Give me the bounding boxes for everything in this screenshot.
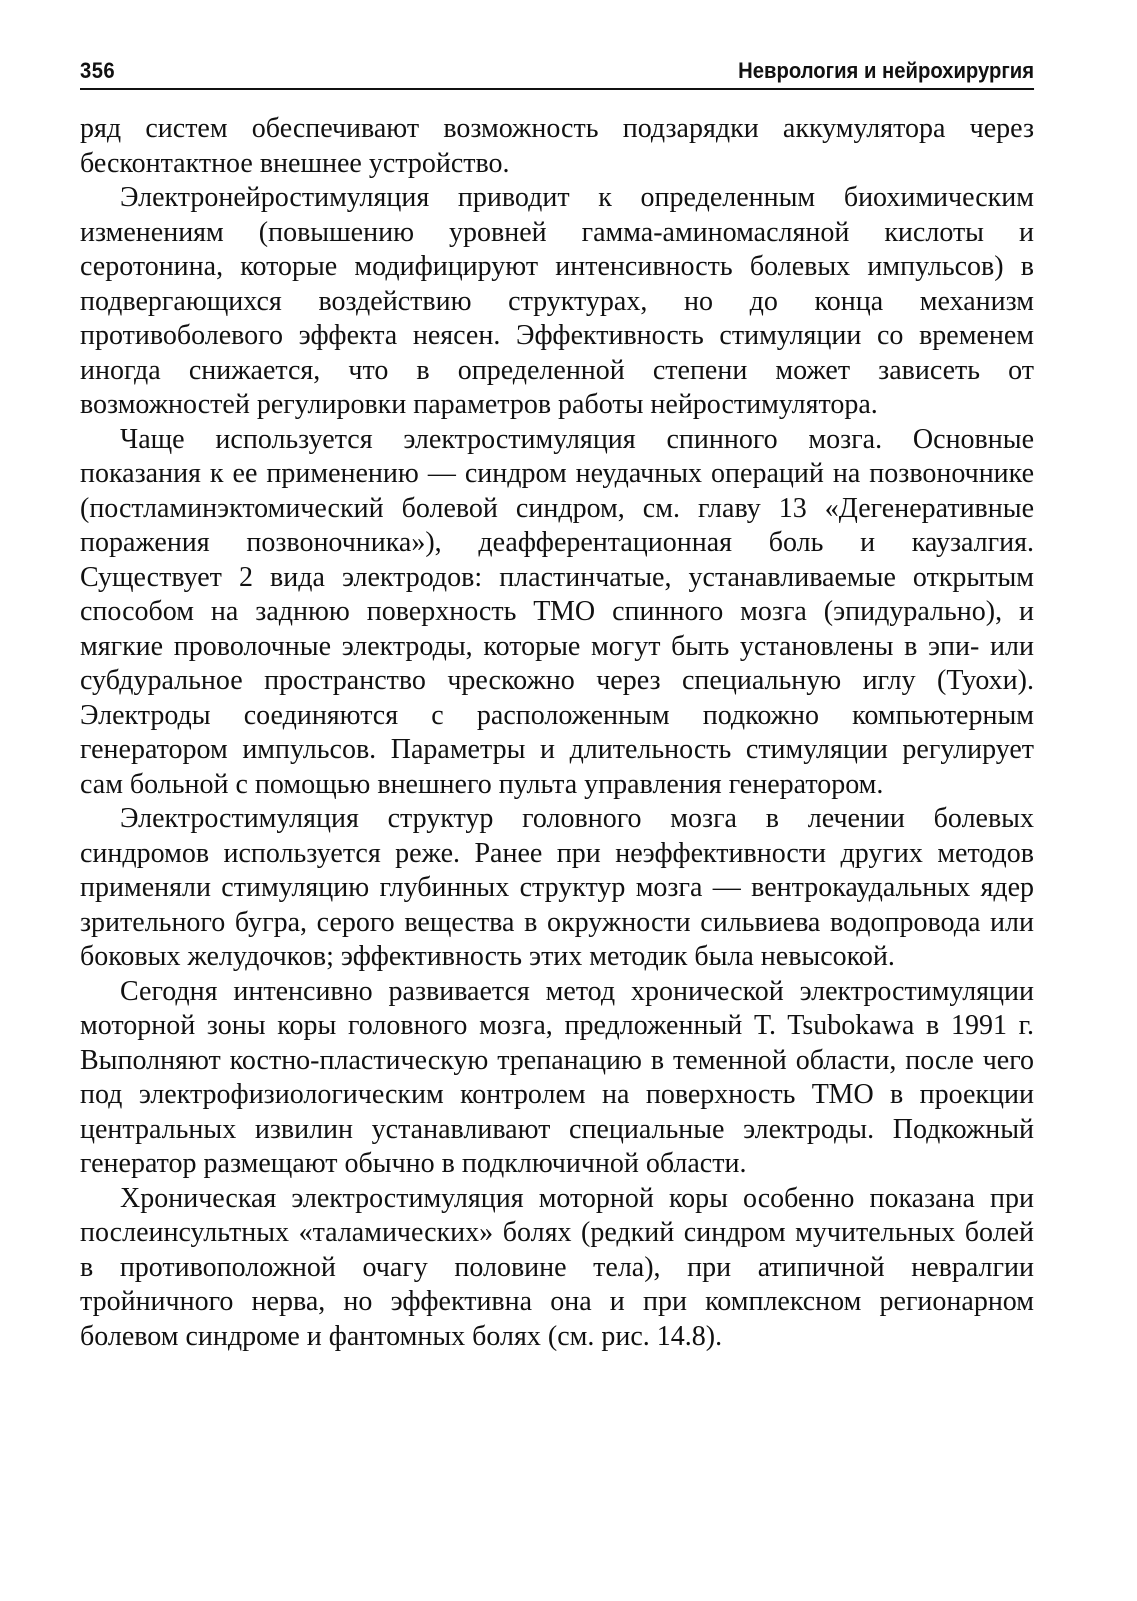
paragraph-neurostimulation-mechanism: Электронейростимуляция приводит к определенным биохимическим изменениям (повышению уровней гамма-аминомасляной кислоты и серотонина, которые модифицируют интенсивность болевых импульсов) в подвергающихся воздействию структурах, но до конца механизм противоболевого эффекта неясен. Эффективность стимуляции со временем иногда снижается, что в определенной степени может зависеть от возможностей регулировки параметров работы нейростимулятора.: [80, 182, 1034, 420]
paragraph-motor-cortex-method: Сегодня интенсивно развивается метод хронической электростимуляции моторной зоны коры головного мозга, предложенный T. Tsubokawa в 1991 г. Выполняют костно-пластическую трепанацию в теменной области, после чего под электрофизиологическим контролем на поверхность ТМО в проекции центральных извилин устанавливают специальные электроды. Подкожный генератор размещают обычно в подключичной области.: [80, 975, 1034, 1179]
section-title: Неврология и нейрохирургия: [738, 58, 1035, 83]
running-head: [80, 58, 1034, 90]
paragraph-brain-stimulation: Электростимуляция структур головного мозга в лечении болевых синдромов используется реже. Ранее при неэффективности других методов применяли стимуляцию глубинных структур мозга — вентрокаудальных ядер зрительного бугра, серого вещества в окружности сильвиева водопровода или боковых желудочков; эффективность этих методик была невысокой.: [80, 803, 1034, 972]
book-page: [80, 58, 1034, 1354]
paragraph-continuation: ряд систем обеспечивают возможность подзарядки аккумулятора через бесконтактное внешнее устройство.: [80, 113, 1034, 179]
paragraph-motor-cortex-indications: Хроническая электростимуляция моторной коры особенно показана при послеинсультных «таламических» болях (редкий синдром мучительных болей в противоположной очагу половине тела), при атипичной невралгии тройничного нерва, но эффективна она и при комплексном регионарном болевом синдроме и фантомных болях (см. рис. 14.8).: [80, 1182, 1034, 1352]
page-number: 356: [80, 58, 116, 83]
paragraph-spinal-cord-stimulation: Чаще используется электростимуляция спинного мозга. Основные показания к ее применению — синдром неудачных операций на позвоночнике (постламинэктомический болевой синдром, см. главу 13 «Дегенеративные поражения позвоночника»), деафферентационная боль и каузалгия. Существует 2 вида электродов: пластинчатые, устанавливаемые открытым способом на заднюю поверхность ТМО спинного мозга (эпидурально), и мягкие проволочные электроды, которые могут быть установлены в эпи- или субдуральное пространство чрескожно через специальную иглу (Туохи). Электроды соединяются с расположенным подкожно компьютерным генератором импульсов. Параметры и длительность стимуляции регулирует сам больной с помощью внешнего пульта управления генератором.: [80, 423, 1034, 800]
body-text: [80, 112, 1034, 1354]
